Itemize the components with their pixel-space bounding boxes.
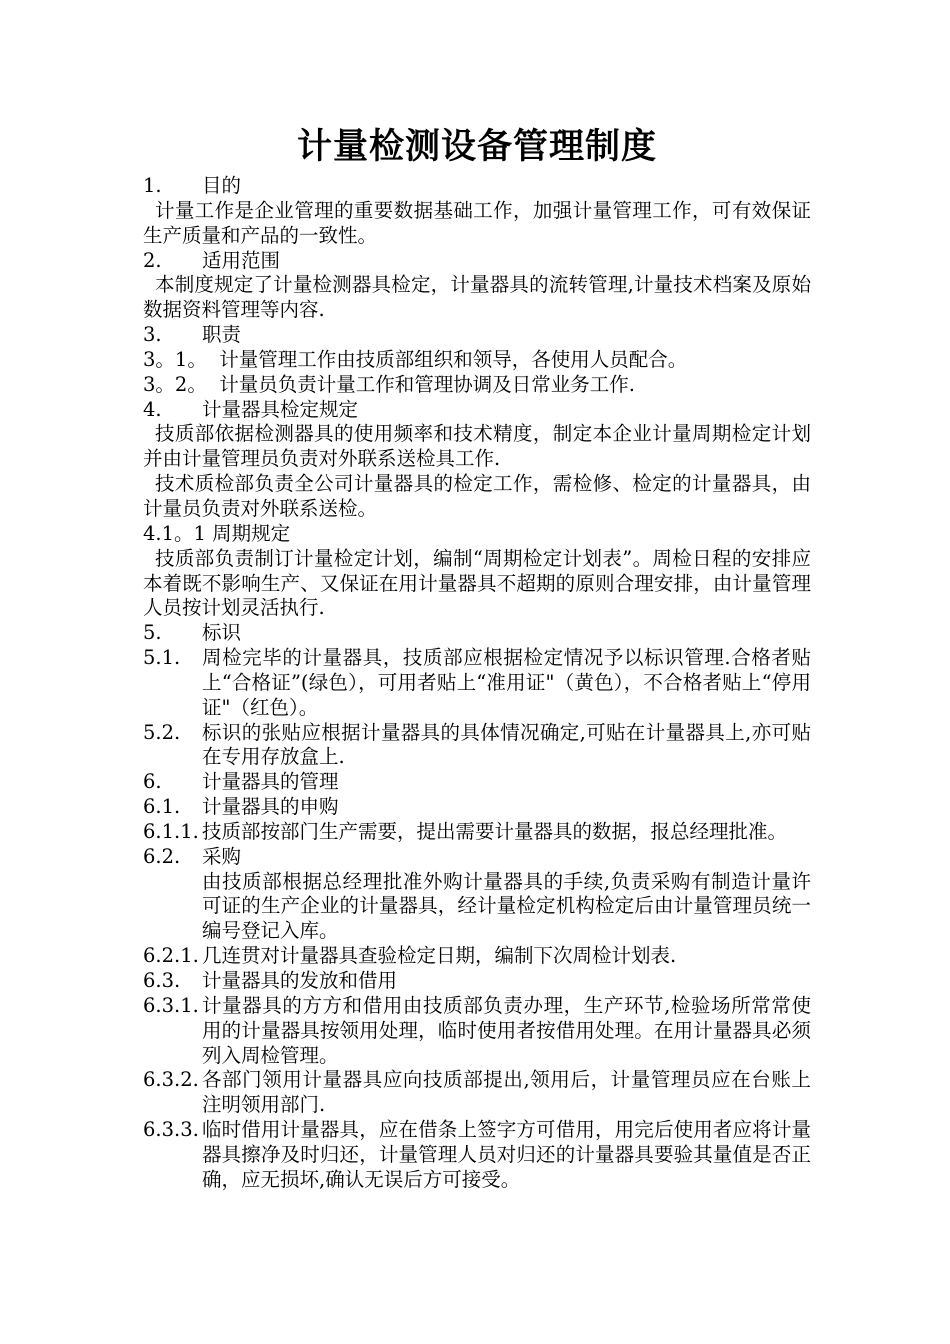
section-4-subheading: 4.1。1 周期规定 [143, 521, 291, 545]
section-title: 计量器具的管理 [202, 770, 339, 794]
item-number: 6.3.3. [143, 1118, 199, 1142]
list-item-6-3-2 [143, 1068, 811, 1118]
document-title: 计量检测设备管理制度 [296, 126, 657, 167]
item-text: 计量器具的申购 [202, 795, 339, 819]
section-2-heading [143, 249, 811, 274]
item-number: 6.3. [143, 969, 181, 992]
item-text: 几连贯对计量器具查验检定日期，编制下次周检计划表. [202, 944, 677, 968]
section-title: 目的 [202, 174, 242, 197]
item-number: 6.2. [143, 844, 181, 868]
item-number: 6.3.2. [143, 1068, 199, 1092]
item-text: 计量器具的方方和借用由技质部负责办理，生产环节,检验场所常常使用的计量器具按领用处理，临时使用者按借用处理。在用计量器具必须列入周检管理。 [202, 993, 811, 1067]
section-title: 计量器具检定规定 [202, 397, 359, 421]
item-number: 6.1. [143, 795, 181, 819]
section-6-heading [143, 770, 811, 795]
item-number: 5.2. [143, 720, 181, 744]
list-item-5-1 [143, 646, 811, 721]
item-text: 由技质部根据总经理批准外购计量器具的手续,负责采购有制造计量许可证的生产企业的计量器具，经计量检定机构检定后由计量管理员统一编号登记入库。 [202, 869, 811, 943]
list-item-6-1-1 [143, 820, 811, 845]
list-item-6-3-1 [143, 994, 811, 1069]
item-number: 6.3.1. [143, 993, 199, 1017]
section-3-item-1: 3。1。 计量管理工作由技质部组织和领导，各使用人员配合。 [143, 347, 688, 371]
section-number: 3. [143, 323, 162, 347]
list-item-6-2-body [143, 870, 811, 945]
item-number: 6.2.1. [143, 944, 199, 968]
item-text: 技质部按部门生产需要，提出需要计量器具的数据，报总经理批准。 [202, 819, 788, 843]
section-5-heading [143, 621, 811, 646]
section-4-heading [143, 398, 811, 423]
section-number: 2. [143, 248, 162, 272]
list-item-5-2 [143, 721, 811, 771]
item-text: 各部门领用计量器具应向技质部提出,领用后，计量管理员应在台账上注明领用部门. [202, 1068, 811, 1117]
section-number: 5. [143, 621, 162, 645]
item-text: 采购 [202, 844, 242, 868]
section-number: 4. [143, 397, 162, 421]
item-text: 计量器具的发放和借用 [202, 969, 398, 992]
section-4-body-1: 技质部依据检测器具的使用频率和技术精度，制定本企业计量周期检定计划并由计量管理员负责对外联系送检具工作. [143, 422, 811, 471]
item-number: 5.1. [143, 646, 181, 670]
section-number: 1. [143, 174, 162, 197]
list-item-6-1 [143, 795, 811, 820]
item-number: 6.1.1. [143, 819, 199, 843]
item-text: 标识的张贴应根据计量器具的具体情况确定,可贴在计量器具上,亦可贴在专用存放盒上. [202, 720, 811, 769]
section-title: 标识 [202, 621, 242, 645]
list-item-6-2-1 [143, 944, 811, 969]
section-3-heading [143, 323, 811, 348]
list-item-6-3-3 [143, 1118, 811, 1193]
section-title: 适用范围 [202, 248, 281, 272]
section-2-body: 本制度规定了计量检测器具检定，计量器具的流转管理,计量技术档案及原始数据资料管理等内容. [143, 273, 811, 322]
section-1-body: 计量工作是企业管理的重要数据基础工作，加强计量管理工作，可有效保证生产质量和产品的一致性。 [143, 198, 811, 247]
section-1-heading [143, 174, 811, 199]
item-text: 周检完毕的计量器具，技质部应根据检定情况予以标识管理.合格者贴上“合格证”(绿色），可用者贴上“准用证"（黄色），不合格者贴上“停用证"（红色）。 [202, 646, 811, 719]
section-4-body-3: 技质部负责制订计量检定计划，编制“周期检定计划表”。周检日程的安排应本着既不影响生产、又保证在用计量器具不超期的原则合理安排，由计量管理人员按计划灵活执行. [143, 546, 811, 620]
list-item-6-2 [143, 845, 811, 870]
section-number: 6. [143, 770, 162, 794]
list-item-6-3 [143, 969, 811, 994]
section-3-item-2: 3。2。 计量员负责计量工作和管理协调及日常业务工作. [143, 372, 635, 396]
item-text: 临时借用计量器具，应在借条上签字方可借用，用完后使用者应将计量器具擦净及时归还，计量管理人员对归还的计量器具要验其量值是否正确，应无损坏,确认无误后方可接受。 [202, 1118, 811, 1191]
section-4-body-2: 技术质检部负责全公司计量器具的检定工作，需检修、检定的计量器具，由计量员负责对外联系送检。 [143, 472, 811, 520]
section-title: 职责 [202, 323, 242, 347]
document-page [143, 125, 811, 1193]
